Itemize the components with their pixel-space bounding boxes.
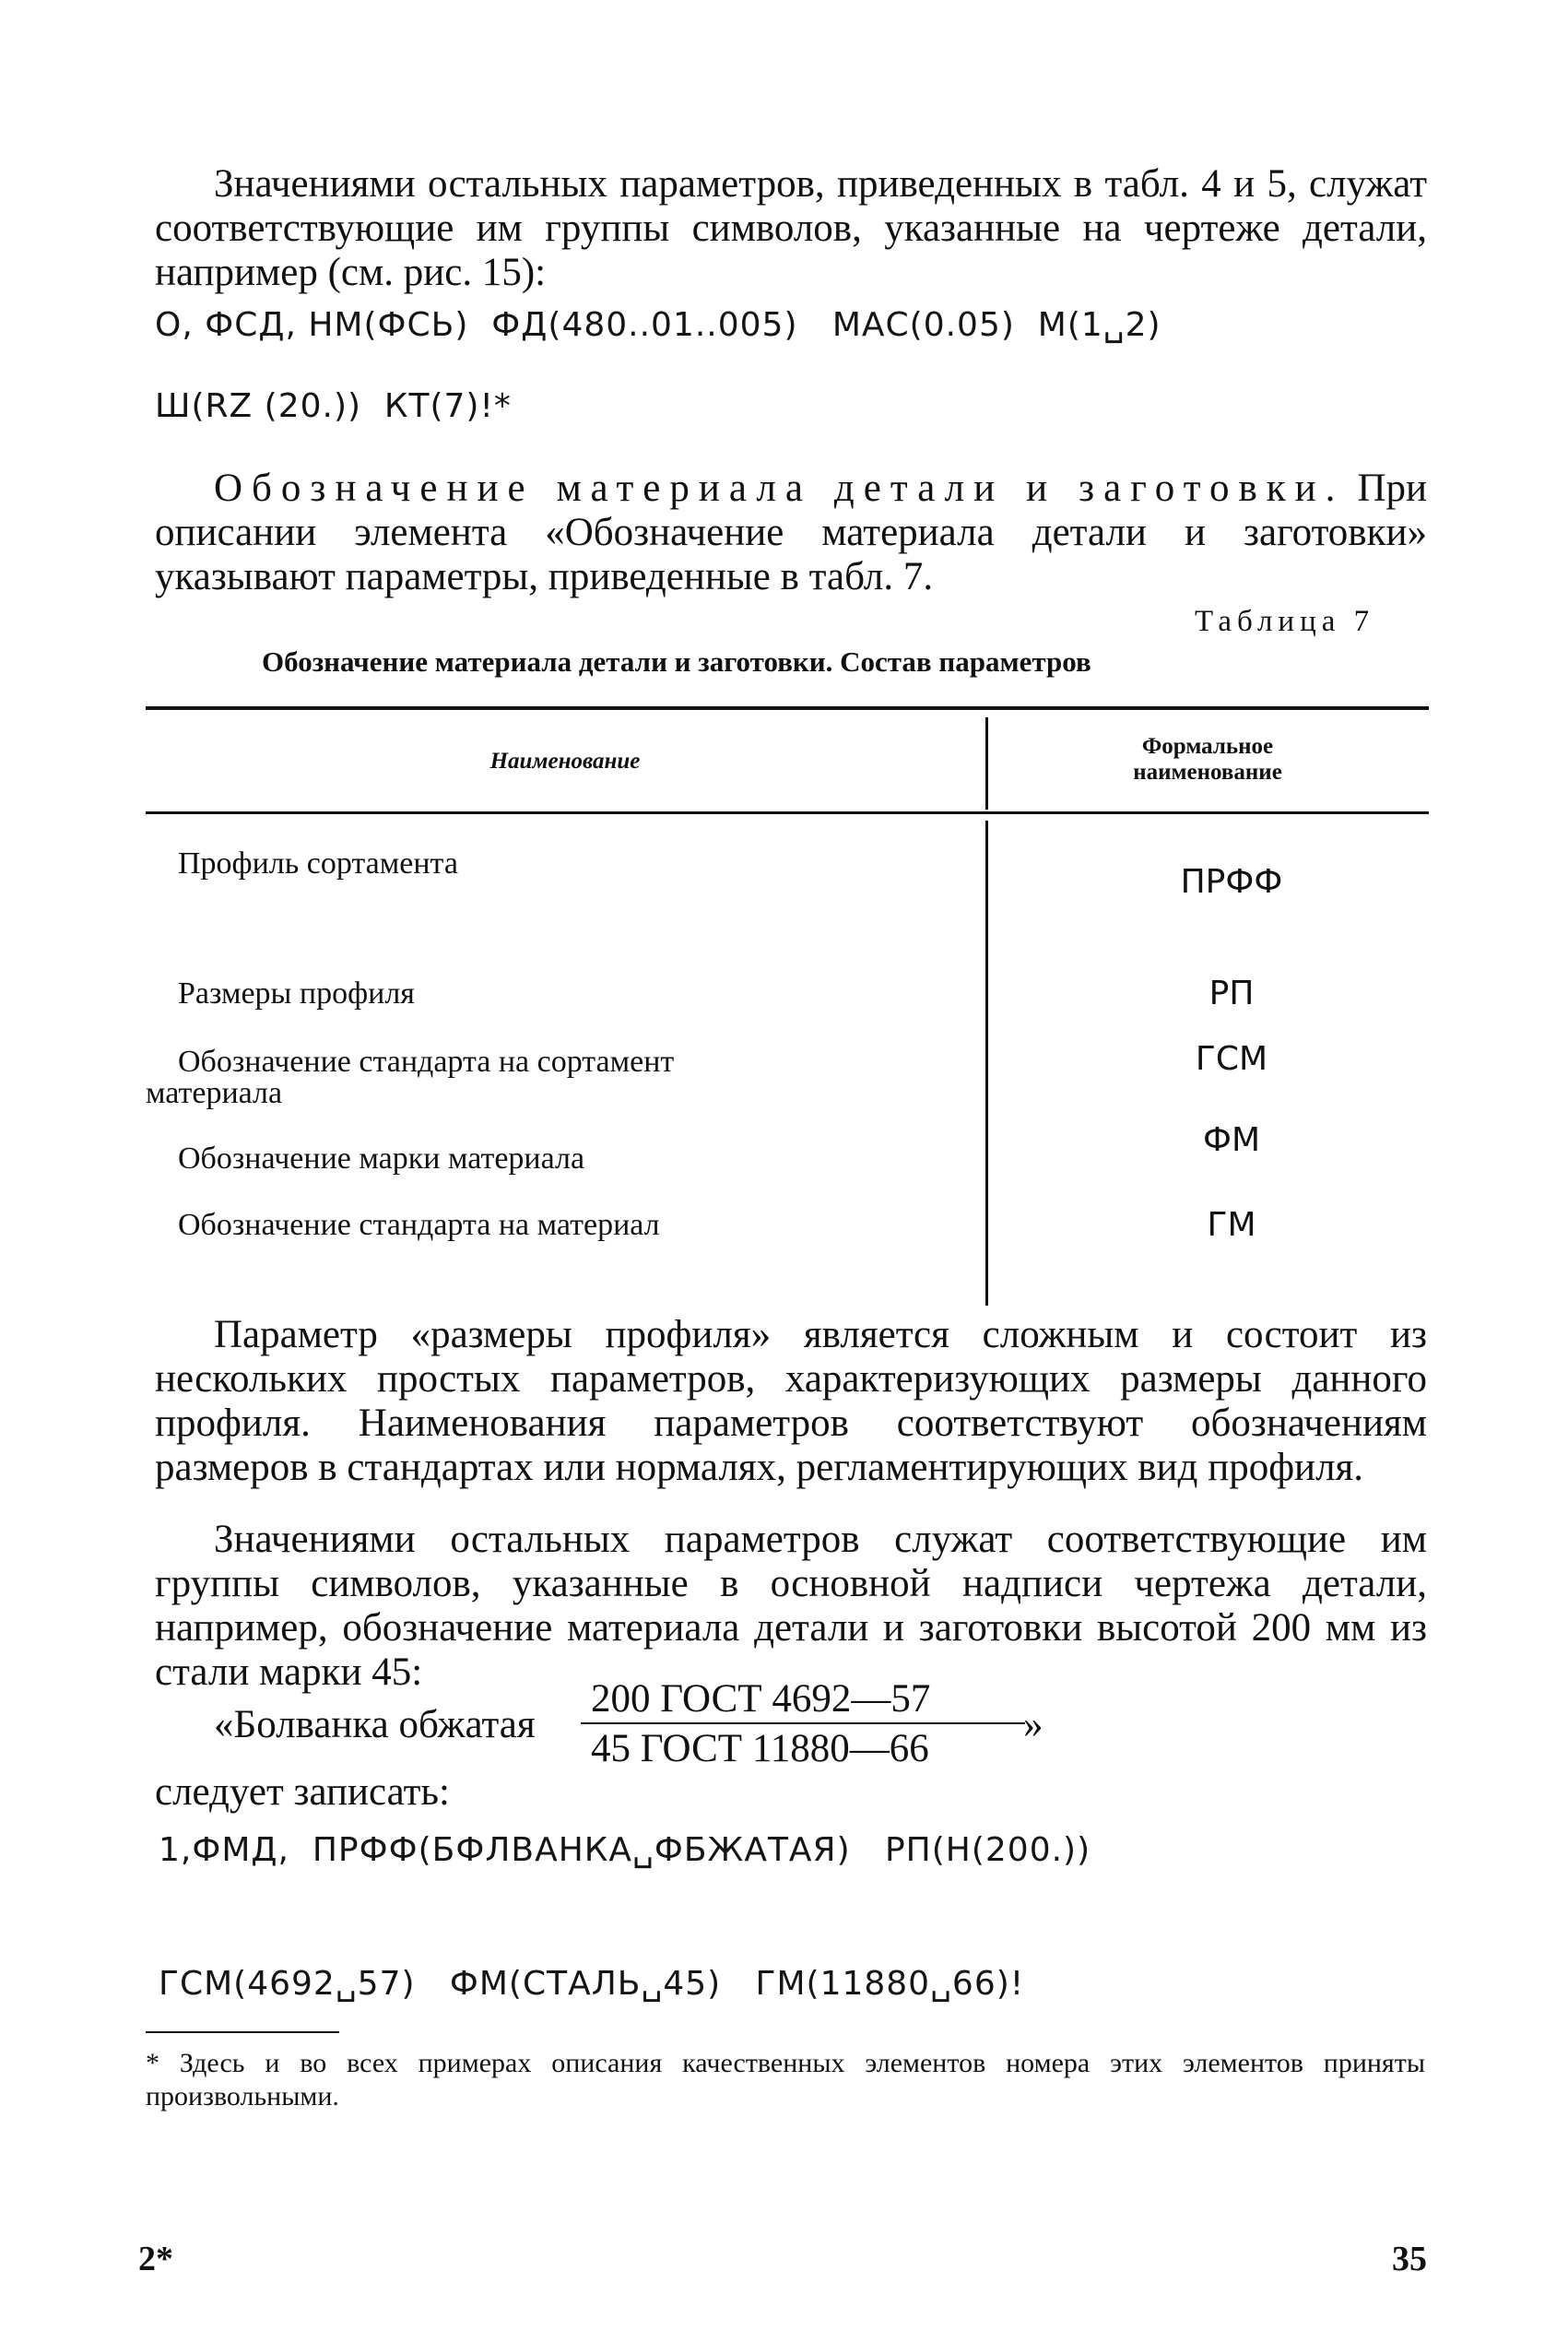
table-row-code: ФМ [1202,1121,1261,1159]
table-header-divider [985,717,988,810]
table-row-name: Обозначение марки материала [178,1141,585,1176]
paragraph-intro: Значениями остальных параметров, приведенных в табл. 4 и 5, служат соответствующие им группы символов, указанные на чертеже детали, например (см. рис. 15): [155,162,1427,294]
example-prefix: «Болванка обжатая [214,1703,536,1746]
table-row-name-continued: материала [146,1076,283,1110]
table-row-code: ГСМ [1195,1040,1268,1078]
table-header-rule [146,811,1429,814]
paragraph-profile: Параметр «размеры профиля» является сложным и состоит из нескольких простых параметров, характеризующих размеры данного профиля. Наименования параметров соответствуют обозначениям размеров в стандартах или нормалях, регламентирующих вид профиля. [155,1313,1427,1489]
fraction-numerator: 200 ГОСТ 4692—57 [591,1677,931,1721]
code-example-line-3: 1,ФМД, ПРФФ(БФЛВАНКА␣ФБЖАТАЯ) РП(Н(200.)) [159,1831,1091,1869]
footnote-rule [146,2031,339,2033]
col-header-formal: Формальное наименование [1133,734,1282,785]
paragraph-example: Значениями остальных параметров служат соответствующие им группы символов, указанные в основной надписи чертежа детали, например, обозначение материала детали и заготовки высотой 200 мм из стали марки 45: [155,1518,1427,1694]
signature-mark: 2* [138,2240,173,2278]
table-number-label: Таблица 7 [1195,605,1375,638]
code-example-line-4: ГСМ(4692␣57) ФМ(СТАЛЬ␣45) ГМ(11880␣66)! [159,1965,1025,2003]
table-body-divider [985,821,988,1306]
section-heading: Обозначение материала детали и заготовки. [214,467,1345,510]
table-top-rule [146,706,1429,710]
code-example-line-1: О, ФСД, НМ(ФСЬ) ФД(480..01..005) МАС(0.05) М(1␣2) [155,306,1161,344]
paragraph-section: Обозначение материала детали и заготовки. При описании элемента «Обозначение материала детали и заготовки» указывают параметры, приведенные в табл. 7. [155,467,1428,598]
table-row-name: Размеры профиля [178,976,415,1011]
table-row-code: ПРФФ [1180,863,1283,901]
table-row-code: ГМ [1207,1206,1256,1244]
footnote: * Здесь и во всех примерах описания качественных элементов номера этих элементов приняты произвольными. [146,2048,1425,2111]
table-row-name: Обозначение стандарта на материал [178,1208,660,1242]
page-number: 35 [1392,2240,1427,2278]
table-title: Обозначение материала детали и заготовки. Состав параметров [262,645,1091,678]
code-example-line-2: Ш(RZ (20.)) КТ(7)!* [155,387,512,425]
table-row-code: РП [1208,975,1255,1012]
fraction-bar [581,1722,1025,1724]
col-header-name: Наименование [489,749,641,774]
table-row-name: Обозначение стандарта на сортамент [178,1045,675,1079]
paragraph-write: следует записать: [155,1770,450,1814]
example-suffix: » [1023,1703,1043,1746]
fraction-denominator: 45 ГОСТ 11880—66 [591,1727,929,1770]
table-row-name: Профиль сортамента [178,846,458,881]
